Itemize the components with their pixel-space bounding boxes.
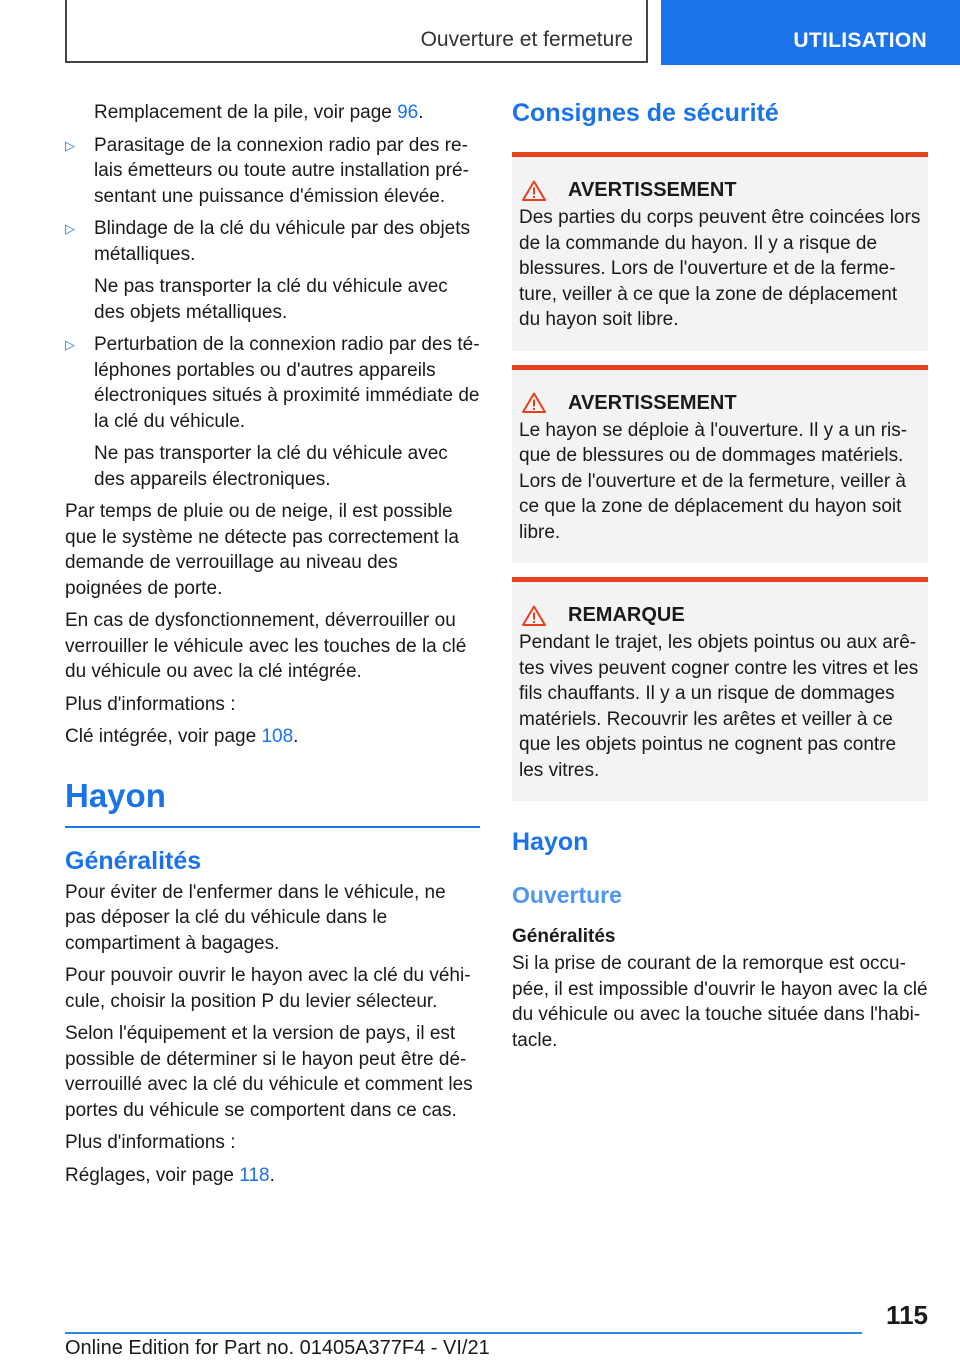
subsection-title-hayon: Hayon (512, 828, 589, 856)
triangle-bullet-icon: ▷ (65, 337, 75, 352)
warning-triangle-icon (522, 605, 546, 626)
battery-reference: Remplacement de la pile, voir page 96. (94, 102, 424, 123)
subsubsection-title-generalites: Généralités (512, 926, 616, 947)
warning-title: AVERTISSEMENT (568, 391, 737, 414)
right-column (512, 100, 928, 1060)
warning-box (512, 152, 928, 351)
opening-paragraph: Si la prise de courant de la remorque est occu-pée, il est impossible d'ouvrir le hayon avec la clé du véhicule ou avec la touche située dans l'habi-tacle. (512, 953, 928, 1051)
rain-paragraph: Par temps de pluie ou de neige, il est possible que le système ne détecte pas correctement la demande de verrouillage au niveau des poignées de porte. (65, 501, 459, 599)
page-link-96[interactable]: 96 (397, 102, 419, 123)
list-item: ▷ Parasitage de la connexion radio par des re-lais émetteurs ou toute autre installation pré-sentant une puissance d'émission élevée. (65, 134, 469, 207)
subsection-title-ouverture: Ouverture (512, 882, 622, 908)
general-paragraph-2: Pour pouvoir ouvrir le hayon avec la clé du véhi-cule, choisir la position P du levier sélecteur. (65, 965, 471, 1012)
list-item: ▷ Blindage de la clé du véhicule par des objets métalliques. Ne pas transporter la clé du véhicule avec des objets métalliques. (65, 218, 471, 323)
general-paragraph-3: Selon l'équipement et la version de pays, il est possible de déterminer si le hayon peut être dé-verrouillé avec la clé du véhicule et comment les portes du véhicule se comportent dans ce cas. (65, 1023, 473, 1121)
warning-triangle-icon (522, 392, 546, 413)
key-reference: Clé intégrée, voir page 108. (65, 726, 299, 747)
page-link-108[interactable]: 108 (261, 726, 294, 747)
warning-title: AVERTISSEMENT (568, 179, 737, 201)
notice-title: REMARQUE (568, 604, 685, 626)
section-divider (65, 826, 480, 828)
warning-text: Le hayon se déploie à l'ouverture. Il y a un ris-que de blessures ou de dommages matériels. Lors de l'ouverture et de la fermeture, veiller à ce que la zone de déplacement du hayon soit libre. (519, 419, 908, 543)
safety-heading: Consignes de sécurité (512, 99, 779, 127)
page-number: 115 (886, 1300, 928, 1330)
page-link-118[interactable]: 118 (239, 1164, 270, 1186)
list-item: ▷ Perturbation de la connexion radio par des té-léphones portables ou d'autres appareils électroniques situés à proximité immédiate de la clé du véhicule. Ne pas transporter la clé du véhicule avec des appareils électroniques. (65, 334, 480, 490)
malfunction-paragraph: En cas de dysfonctionnement, déverrouiller ou verrouiller le véhicule avec les touches de la clé du véhicule ou avec la clé intégrée. (65, 610, 467, 682)
settings-reference: Réglages, voir page 118. (65, 1164, 275, 1186)
notice-text: Pendant le trajet, les objets pointus ou aux arê-tes vives peuvent cogner contre les vitres et les fils chauffants. Il y a un risque de dommages matériels. Recouvrir les arêtes et veiller à ce que les objets pointus ne cognent pas contre les vitres. (519, 632, 919, 781)
header-section-title: Ouverture et fermeture (65, 0, 648, 63)
footer-divider (65, 1332, 862, 1334)
warning-box (512, 365, 928, 564)
footer-edition: Online Edition for Part no. 01405A377F4 - VI/21 (65, 1337, 490, 1359)
more-info-label: Plus d'informations : (65, 693, 236, 715)
triangle-bullet-icon: ▷ (65, 137, 75, 153)
warning-triangle-icon (522, 180, 546, 201)
warning-text: Des parties du corps peuvent être coincées lors de la commande du hayon. Il y a risque de blessures. Lors de l'ouverture et de la ferme-ture, veiller à ce que la zone de déplacement du hayon soit libre. (519, 207, 921, 330)
subsection-title-generalites: Généralités (65, 846, 202, 875)
header-chapter-tab[interactable]: UTILISATION (661, 0, 960, 65)
notice-box (512, 577, 928, 801)
general-paragraph-1: Pour éviter de l'enfermer dans le véhicule, ne pas déposer la clé du véhicule dans le compartiment à bagages. (65, 881, 446, 954)
left-column (65, 100, 480, 1195)
triangle-bullet-icon: ▷ (65, 221, 75, 236)
more-info-label: Plus d'informations : (65, 1132, 236, 1153)
page-header (0, 0, 960, 66)
section-title-hayon: Hayon (65, 776, 166, 814)
